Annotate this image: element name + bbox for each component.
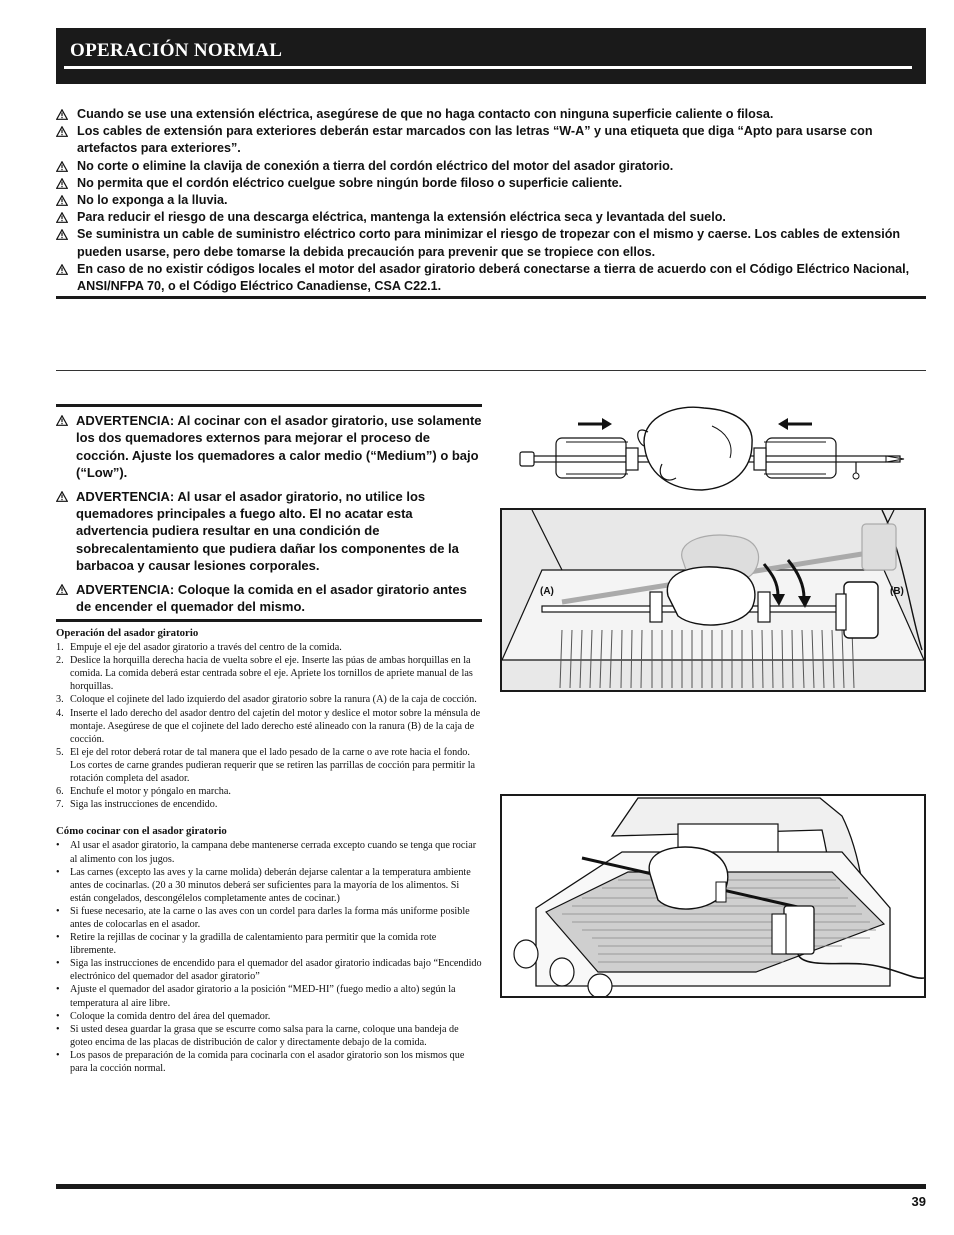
cooking-tip: • Los pasos de preparación de la comida para cocinarla con el asador giratorio son los mismos que para la cocción normal.: [56, 1049, 465, 1074]
cooking-tip: • Al usar el asador giratorio, la campana debe mantenerse cerrada excepto cuando se tenga que rociar al alimento con los jugos.: [56, 840, 477, 865]
operation-step: 7. Siga las instrucciones de encendido.: [56, 799, 218, 811]
operation-step: 4. Inserte el lado derecho del asador dentro del cajetín del motor y deslice el motor sobre la ménsula de montaje. Asegúrese de que el cojinete del lado derecho esté alineado con la ranura (B) de la caja de cocción.: [56, 707, 481, 745]
warning-item: [56, 106, 926, 123]
operation-heading: Operación del asador giratorio: [56, 627, 199, 639]
warning-triangle-icon: [56, 195, 68, 206]
warning-text: No corte o elimine la clavija de conexión a tierra del cordón eléctrico del motor del asador giratorio.: [77, 158, 674, 173]
electrical-warnings-list: [56, 106, 926, 295]
warning-item: [56, 158, 926, 175]
rotisserie-warnings: [56, 404, 482, 622]
operation-step: 6. Enchufe el motor y póngalo en marcha.: [56, 786, 231, 798]
warning-triangle-icon: [56, 161, 68, 172]
cooking-tip: • Ajuste el quemador del asador giratorio a la posición “MED-HI” (fuego medio a alto) según la temperatura al aire libre.: [56, 984, 456, 1009]
rotisserie-warning: [56, 581, 482, 616]
warning-text: Cuando se use una extensión eléctrica, asegúrese de que no haga contacto con ninguna superficie caliente o filosa.: [77, 107, 774, 121]
banner-rule: [64, 66, 912, 69]
warning-triangle-icon: [56, 109, 68, 120]
warning-item: [56, 175, 926, 192]
rotisserie-warning-text: ADVERTENCIA: Coloque la comida en el asador giratorio antes de encender el quemador del mismo.: [76, 581, 467, 615]
cooking-tip: • Coloque la comida dentro del área del quemador.: [56, 1010, 271, 1022]
footer-rule: [56, 1184, 926, 1189]
cooking-tip: • Si usted desea guardar la grasa que se escurre como salsa para la carne, coloque una bandeja de goteo encima de las placas de distribución de calor y directamente debajo de la comida.: [56, 1023, 459, 1048]
section-title: OPERACIÓN NORMAL: [70, 40, 283, 61]
rotisserie-warning: [56, 488, 482, 575]
instructions-column: [56, 627, 482, 1075]
warning-triangle-icon: [56, 229, 68, 240]
cooking-tip: • Si fuese necesario, ate la carne o las aves con un cordel para darles la forma más uniforme posible antes de colocarlas en el asador.: [56, 905, 470, 930]
rotisserie-warning-text: ADVERTENCIA: Al usar el asador giratorio, no utilice los quemadores principales a fuego alto. El no acatar esta advertencia pudiera resultar en una condición de sobrecalentamiento que pudiera dañar los componentes de la barbacoa y causar lesiones corporales.: [76, 488, 459, 574]
operation-step: 1. Empuje el eje del asador giratorio a través del centro de la comida.: [56, 642, 342, 654]
warning-text: Para reducir el riesgo de una descarga eléctrica, mantenga la extensión eléctrica seca y levantada del suelo.: [77, 210, 726, 225]
rotisserie-warning-text: ADVERTENCIA: Al cocinar con el asador giratorio, use solamente los dos quemadores externos para mejorar el proceso de cocción. Ajuste los quemadores a calor medio (“Medium”) o bajo (“Low”).: [76, 413, 482, 481]
warning-text: En caso de no existir códigos locales el motor del asador giratorio deberá conectarse a tierra de acuerdo con el Código Eléctrico Nacional, ANSI/NFPA 70, o el Código Eléctrico Canadiense, CSA C22.1.: [77, 261, 910, 294]
rotisserie-installation-illustration: [502, 510, 924, 690]
warning-text: No permita que el cordón eléctrico cuelgue sobre ningún borde filoso o superficie caliente.: [77, 175, 623, 190]
operation-step: 2. Deslice la horquilla derecha hacia de vuelta sobre el eje. Inserte las púas de ambas horquillas en la comida. La comida deberá estar centrada sobre el eje. Apriete los tornillos de apriete manual de las horquillas.: [56, 655, 473, 693]
cooking-tip: • Retire la rejillas de cocinar y la gradilla de calentamiento para permitir que la comida rote libremente.: [56, 932, 437, 957]
warning-item: [56, 226, 926, 260]
rotisserie-warning: [56, 412, 482, 482]
warning-triangle-icon: [56, 178, 68, 189]
cooking-tip: • Las carnes (excepto las aves y la carne molida) deberán dejarse calentar a la temperatura ambiente antes de cocinarlas. (20 a 30 minutos deberá ser suficientes para la mayoría de los alimentos. Si están congelados, descongélelos completamente antes de cocinar.): [56, 866, 471, 904]
section-divider: [56, 296, 926, 299]
spit-rod-illustration: [516, 402, 908, 498]
rotisserie-installation-figure: [500, 508, 926, 692]
warning-triangle-icon: [56, 212, 68, 223]
warning-item: [56, 261, 926, 295]
warning-item: [56, 123, 926, 157]
warning-triangle-icon: [56, 584, 68, 595]
slot-label-b: (B): [890, 586, 904, 597]
cooking-tip: • Siga las instrucciones de encendido para el quemador del asador giratorio indicadas bajo “Encendido electrónico del quemador del asador giratorio”: [56, 958, 482, 983]
warning-item: [56, 209, 926, 226]
cooking-heading: Cómo cocinar con el asador giratorio: [56, 825, 227, 838]
slot-label-a: (A): [540, 586, 554, 597]
warning-triangle-icon: [56, 415, 68, 426]
operation-step: 3. Coloque el cojinete del lado izquierdo del asador giratorio sobre la ranura (A) de la caja de cocción.: [56, 694, 477, 706]
warning-text: Los cables de extensión para exteriores deberán estar marcados con las letras “W-A” y una etiqueta que diga “Apto para usarse con artefactos para exteriores”.: [77, 124, 873, 156]
grill-rotisserie-illustration: [502, 796, 924, 996]
warning-item: [56, 192, 926, 209]
page-number: 39: [911, 1194, 926, 1209]
section-divider: [56, 370, 926, 371]
warning-text: Se suministra un cable de suministro eléctrico corto para minimizar el riesgo de tropezar con el mismo y caerse. Los cables de extensión pueden usarse, pero debe tomarse la debida precaución para prevenir que se tropiece con ellos.: [77, 227, 901, 259]
warning-triangle-icon: [56, 491, 68, 502]
operation-step: 5. El eje del rotor deberá rotar de tal manera que el lado pesado de la carne o ave rote hacia el fondo. Los cortes de carne grandes pudieran requerir que se retiren las parrillas de cocción para permitir la rotación completa del asador.: [56, 746, 476, 785]
section-banner: [56, 28, 926, 84]
warning-triangle-icon: [56, 126, 68, 137]
warning-text: No lo exponga a la lluvia.: [77, 193, 228, 208]
grill-rotisserie-figure: [500, 794, 926, 998]
warning-triangle-icon: [56, 264, 68, 275]
